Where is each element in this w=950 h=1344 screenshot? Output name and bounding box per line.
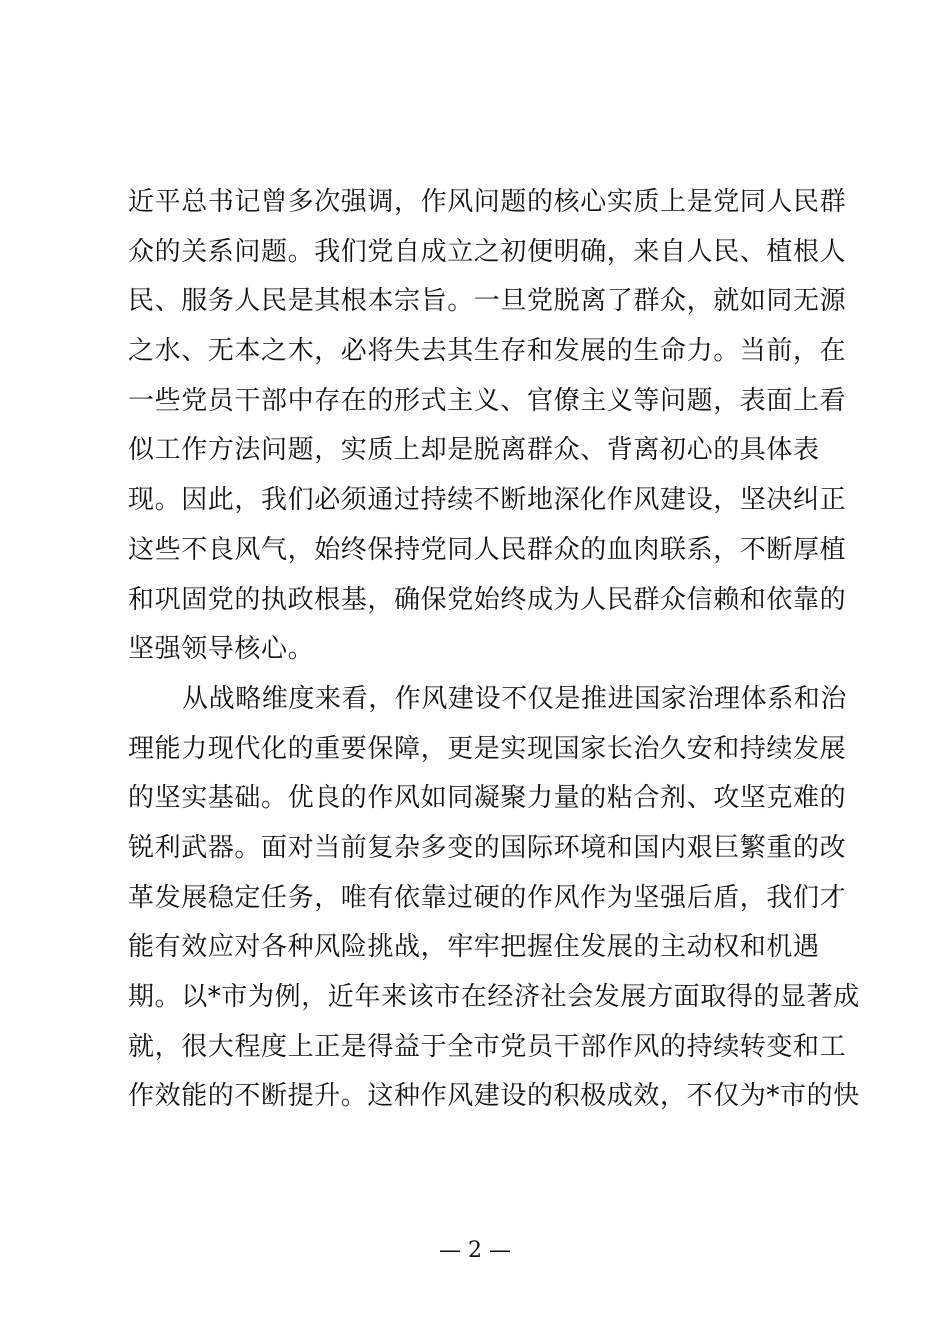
text-line: 坚强领导核心。 — [128, 634, 315, 665]
text-line: 作效能的不断提升。这种作风建设的积极成效，不仅为*市的快 — [128, 1081, 860, 1112]
text-line: 似工作方法问题，实质上却是脱离群众、背离初心的具体表 — [128, 435, 820, 466]
text-line: 民、服务人民是其根本宗旨。一旦党脱离了群众，就如同无源 — [128, 286, 847, 317]
text-line: 理能力现代化的重要保障，更是实现国家长治久安和持续发展 — [128, 733, 847, 764]
text-line: 众的关系问题。我们党自成立之初便明确，来自人民、植根人 — [128, 236, 847, 267]
document-body — [128, 178, 860, 1122]
paragraph — [128, 675, 860, 1122]
paragraph — [128, 178, 847, 675]
text-line: 现。因此，我们必须通过持续不断地深化作风建设，坚决纠正 — [128, 485, 847, 516]
text-line: 能有效应对各种风险挑战，牢牢把握住发展的主动权和机遇 — [128, 932, 820, 963]
text-line: 期。以*市为例，近年来该市在经济社会发展方面取得的显著成 — [128, 982, 860, 1012]
text-line: 革发展稳定任务，唯有依靠过硬的作风作为坚强后盾，我们才 — [128, 882, 847, 913]
text-line-indented: 从战略维度来看，作风建设不仅是推进国家治理体系和治 — [182, 683, 848, 714]
text-line: 就，很大程度上正是得益于全市党员干部作风的持续转变和工 — [128, 1031, 847, 1062]
text-line: 一些党员干部中存在的形式主义、官僚主义等问题，表面上看 — [128, 385, 847, 416]
text-line: 的坚实基础。优良的作风如同凝聚力量的粘合剂、攻坚克难的 — [128, 783, 847, 814]
text-line: 锐利武器。面对当前复杂多变的国际环境和国内艰巨繁重的改 — [128, 832, 847, 863]
page-number: — 2 — — [439, 1238, 511, 1263]
text-line: 近平总书记曾多次强调，作风问题的核心实质上是党同人民群 — [128, 187, 847, 217]
text-line: 这些不良风气，始终保持党同人民群众的血肉联系，不断厚植 — [128, 534, 847, 565]
text-line: 和巩固党的执政根基，确保党始终成为人民群众信赖和依靠的 — [128, 584, 847, 615]
text-line: 之水、无本之木，必将失去其生存和发展的生命力。当前，在 — [128, 336, 847, 367]
